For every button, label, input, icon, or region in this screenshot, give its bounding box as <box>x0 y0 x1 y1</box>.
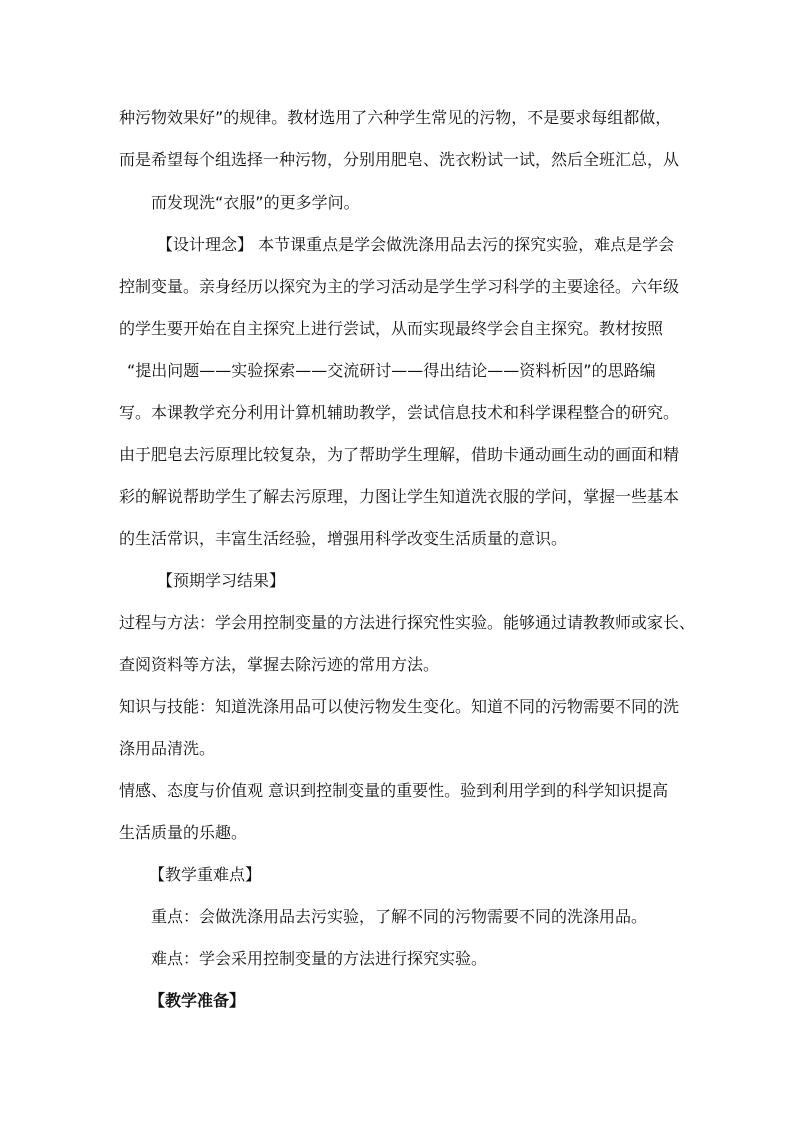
intro-line-3: 而发现洗“衣服”的更多学问。 <box>151 193 360 212</box>
design-concept-line-1: 【设计理念】 本节课重点是学会做洗涤用品去污的探究实验，难点是学会 <box>157 235 675 254</box>
emotion-values-line-1: 情感、态度与价值观 意识到控制变量的重要性。验到利用学到的科学知识提高 <box>119 781 669 800</box>
key-point-difficulty: 难点：学会采用控制变量的方法进行探究实验。 <box>151 949 488 968</box>
preparation-heading: 【教学准备】 <box>149 991 246 1010</box>
knowledge-skills-line-2: 涤用品清洗。 <box>119 739 216 758</box>
intro-line-1: 种污物效果好”的规律。教材选用了六种学生常见的污物，不是要求每组都做， <box>119 108 672 127</box>
process-method-line-2: 查阅资料等方法，掌握去除污迹的常用方法。 <box>119 655 440 674</box>
design-concept-line-2: 控制变量。亲身经历以探究为主的学习活动是学生学习科学的主要途径。六年级 <box>119 277 680 296</box>
intro-line-2: 而是希望每个组选择一种污物，分别用肥皂、洗衣粉试一试，然后全班汇总，从 <box>119 150 680 169</box>
knowledge-skills-line-1: 知识与技能：知道洗涤用品可以使污物发生变化。知道不同的污物需要不同的洗 <box>119 697 680 716</box>
design-concept-line-8: 的生活常识，丰富生活经验，增强用科学改变生活质量的意识。 <box>119 529 568 548</box>
design-concept-line-6: 由于肥皂去污原理比较复杂，为了帮助学生理解，借助卡通动画生动的画面和精 <box>119 445 680 464</box>
process-method-line-1: 过程与方法：学会用控制变量的方法进行探究性实验。能够通过请教教师或家长、 <box>119 613 696 632</box>
design-concept-line-3: 的学生要开始在自主探究上进行尝试，从而实现最终学会自主探究。教材按照 <box>119 319 664 338</box>
key-points-heading: 【教学重难点】 <box>149 865 262 884</box>
emotion-values-line-2: 生活质量的乐趣。 <box>119 823 248 842</box>
design-concept-line-7: 彩的解说帮助学生了解去污原理，力图让学生知道洗衣服的学问，掌握一些基本 <box>119 487 680 506</box>
design-concept-line-5: 写。本课教学充分利用计算机辅助教学，尝试信息技术和科学课程整合的研究。 <box>119 403 680 422</box>
expected-results-heading: 【预期学习结果】 <box>157 571 286 590</box>
key-point-focus: 重点：会做洗涤用品去污实验，了解不同的污物需要不同的洗涤用品。 <box>151 907 648 926</box>
design-concept-line-4: “提出问题——实验探索——交流研讨——得出结论——资料析因”的思路编 <box>127 361 656 380</box>
